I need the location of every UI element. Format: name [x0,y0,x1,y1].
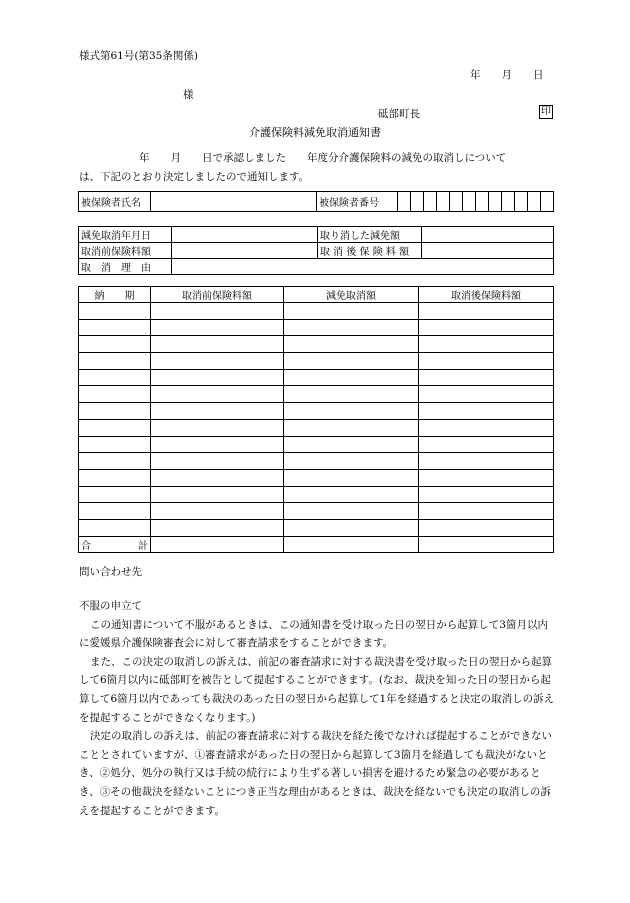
table-cell[interactable] [151,403,284,420]
table-cell[interactable] [284,419,419,436]
insured-name-label: 被保険者氏名 [79,192,151,212]
table-cell[interactable] [284,336,419,353]
insured-number-digit[interactable] [398,192,411,212]
table-cell[interactable] [79,303,151,320]
reduction-cancel-date-label: 減免取消年月日 [79,227,172,243]
table-row [79,319,554,336]
table-row [79,353,554,370]
table-cell[interactable] [79,469,151,486]
table-row [79,453,554,470]
table-cell[interactable] [151,336,284,353]
inquiry-label: 問い合わせ先 [79,566,142,578]
insured-number-digit[interactable] [541,192,554,212]
table-row [79,486,554,503]
period-header: 納 期 [79,287,151,303]
table-cell[interactable] [79,369,151,386]
period-table [78,286,554,553]
insured-table [78,191,554,212]
table-cell[interactable] [151,369,284,386]
table-cell[interactable] [284,303,419,320]
table-cell[interactable] [419,403,554,420]
date-line: 年 月 日 [470,69,544,81]
table-cell[interactable] [151,419,284,436]
insured-number-digit[interactable] [502,192,515,212]
insured-number-digit[interactable] [476,192,489,212]
table-cell[interactable] [284,369,419,386]
table-cell[interactable] [419,519,554,536]
table-row [79,386,554,403]
appeal-section [79,597,557,820]
table-row [79,503,554,520]
table-cell[interactable] [284,469,419,486]
table-row [79,519,554,536]
table-cell[interactable] [284,319,419,336]
table-cell[interactable] [79,519,151,536]
table-cell[interactable] [419,419,554,436]
after-premium-label: 取 消 後 保 険 料 額 [318,243,422,259]
table-cell[interactable] [419,319,554,336]
table-cell[interactable] [419,436,554,453]
table-cell[interactable] [79,436,151,453]
before-premium-field[interactable] [172,243,318,259]
appeal-paragraph-3: 決定の取消しの訴えは、前記の審査請求に対する裁決を経た後でなければ提起することができないこととされていますが、①審査請求があった日の翌日から起算して3箇月を経過しても裁決がないとき、②処分、処分の執行又は手続の続行により生ずる著しい損害を避けるため緊急の必要があるとき、③その他裁決を経ないことにつき正当な理由があるときは、裁決を経ないでも決定の取消しの訴えを提起することができます。 [79,730,552,817]
table-cell[interactable] [419,469,554,486]
reduction-cancel-date-field[interactable] [172,227,318,243]
table-cell[interactable] [151,303,284,320]
form-number: 様式第61号(第35条関係) [79,50,198,62]
total-row [79,536,554,553]
insured-number-digit[interactable] [411,192,424,212]
table-row [79,303,554,320]
total-before-premium[interactable] [151,536,284,553]
cancel-reason-field[interactable] [172,259,554,275]
total-after-premium[interactable] [419,536,554,553]
table-cell[interactable] [419,336,554,353]
issuer-name: 砥部町長 [378,108,420,120]
insured-name-field[interactable] [151,192,317,212]
table-cell[interactable] [151,453,284,470]
table-cell[interactable] [284,436,419,453]
table-row [79,336,554,353]
table-row [79,469,554,486]
table-cell[interactable] [151,436,284,453]
after-premium-header: 取消後保険料額 [419,287,554,303]
appeal-paragraph-1: この通知書について不服があるときは、この通知書を受け取った日の翌日から起算して3箇月以内に愛媛県介護保険審査会に対して審査請求をすることができます。 [79,618,548,650]
table-cell[interactable] [79,336,151,353]
table-cell[interactable] [151,519,284,536]
table-cell[interactable] [419,486,554,503]
table-cell[interactable] [151,353,284,370]
table-cell[interactable] [419,369,554,386]
after-premium-field[interactable] [422,243,554,259]
insured-number-digit[interactable] [515,192,528,212]
table-row [79,369,554,386]
table-row [79,436,554,453]
table-cell[interactable] [284,386,419,403]
table-cell[interactable] [419,386,554,403]
insured-number-digit[interactable] [437,192,450,212]
table-cell[interactable] [151,319,284,336]
table-cell[interactable] [79,353,151,370]
table-cell[interactable] [284,353,419,370]
table-cell[interactable] [151,486,284,503]
table-cell[interactable] [79,453,151,470]
table-cell[interactable] [284,403,419,420]
appeal-heading: 不服の申立て [79,600,142,612]
table-cell[interactable] [79,503,151,520]
table-cell[interactable] [284,453,419,470]
addressee-suffix: 様 [183,89,194,101]
table-cell[interactable] [284,486,419,503]
insured-number-digit[interactable] [528,192,541,212]
intro-line-1: 年 月 日で承認しました 年度分介護保険料の減免の取消しについて [139,152,507,164]
canceled-amount-label: 取り消した減免額 [318,227,422,243]
insured-number-digit[interactable] [489,192,502,212]
insured-number-digit[interactable] [463,192,476,212]
table-cell[interactable] [284,503,419,520]
table-cell[interactable] [79,386,151,403]
table-cell[interactable] [151,503,284,520]
before-premium-label: 取消前保険料額 [79,243,172,259]
insured-number-digit[interactable] [424,192,437,212]
before-premium-header: 取消前保険料額 [151,287,284,303]
table-row [79,403,554,420]
document-title: 介護保険料減免取消通知書 [249,126,381,139]
table-cell[interactable] [284,519,419,536]
table-cell[interactable] [151,386,284,403]
table-cell[interactable] [79,319,151,336]
reduction-cancel-header: 減免取消額 [284,287,419,303]
insured-number-digit[interactable] [450,192,463,212]
intro-line-2: は、下記のとおり決定しましたので通知します。 [79,171,310,183]
table-cell[interactable] [419,503,554,520]
total-label: 合 計 [79,536,151,553]
seal-mark: 印 [541,106,551,117]
table-cell[interactable] [419,353,554,370]
detail-table [78,226,554,275]
table-cell[interactable] [79,419,151,436]
table-row [79,419,554,436]
cancel-reason-label: 取 消 理 由 [79,259,172,275]
table-cell[interactable] [79,403,151,420]
table-cell[interactable] [419,453,554,470]
canceled-amount-field[interactable] [422,227,554,243]
total-reduction-cancel[interactable] [284,536,419,553]
table-cell[interactable] [79,486,151,503]
table-cell[interactable] [419,303,554,320]
table-cell[interactable] [151,469,284,486]
appeal-paragraph-2: また、この決定の取消しの訴えは、前記の審査請求に対する裁決書を受け取った日の翌日から起算して6箇月以内に砥部町を被告として提起することができます。(なお、裁決を知った日の翌日から起算して6箇月以内であっても裁決のあった日の翌日から起算して1年を経過すると決定の取消しの訴えを提起することができなくなります。) [79,655,555,724]
insured-number-label: 被保険者番号 [317,192,398,212]
